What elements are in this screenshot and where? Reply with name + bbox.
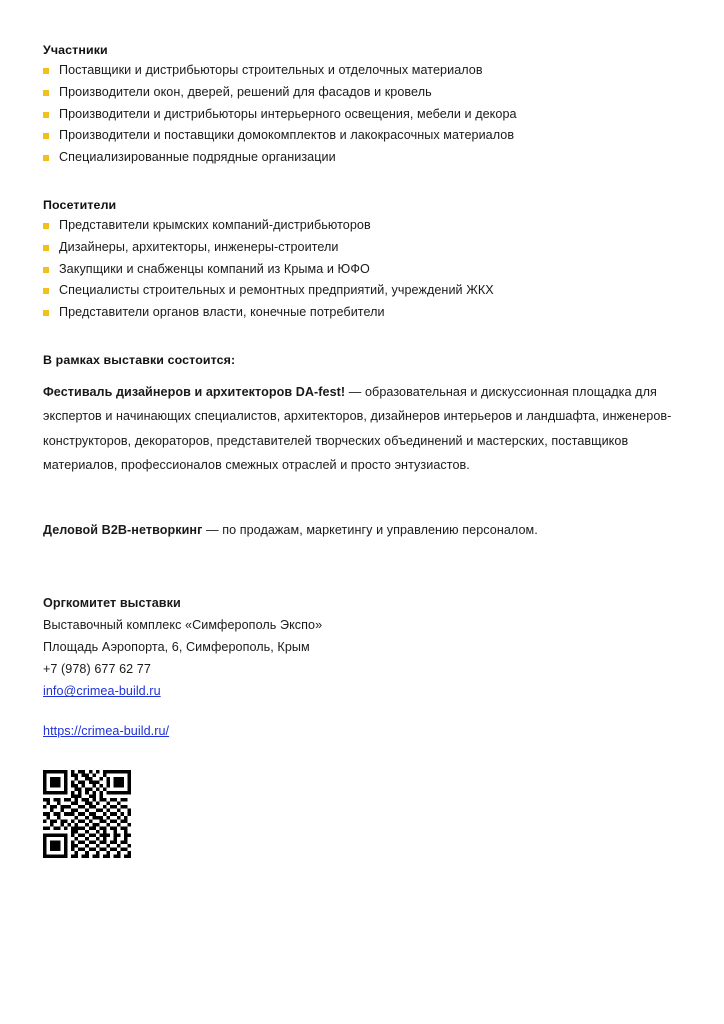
list-item bbox=[43, 147, 684, 169]
qr-code-block bbox=[43, 770, 131, 858]
organizer-phone[interactable]: +7 (978) 677 62 77 bbox=[43, 662, 151, 677]
festival-body: — образовательная и дискуссионная площадка для экспертов и начинающих специалистов, архитекторов, дизайнеров интерьеров и ландшафта, инженеров-конструкторов, декораторов, представителей творческих объединений и мастерских, поставщиков материалов, профессионалов смежных отраслей и просто энтузиастов. bbox=[43, 384, 672, 473]
list-item bbox=[43, 280, 684, 302]
list-item-text: Дизайнеры, архитекторы, инженеры-строители bbox=[59, 239, 339, 254]
list-item bbox=[43, 125, 684, 147]
bullet-square-icon bbox=[43, 112, 49, 118]
spacer bbox=[43, 370, 684, 380]
organizer-address: Площадь Аэропорта, 6, Симферополь, Крым bbox=[43, 640, 310, 655]
bullet-square-icon bbox=[43, 223, 49, 229]
email-link[interactable]: info@crimea-build.ru bbox=[43, 684, 161, 699]
networking-paragraph bbox=[43, 518, 684, 543]
networking-lead: Деловой B2B-нетворкинг bbox=[43, 522, 203, 537]
list-item-text: Представители крымских компаний-дистрибьюторов bbox=[59, 217, 371, 232]
organizer-venue: Выставочный комплекс «Симферополь Экспо» bbox=[43, 618, 323, 633]
list-item-text: Производители и дистрибьюторы интерьерного освещения, мебели и декора bbox=[59, 106, 517, 121]
qr-code-icon[interactable] bbox=[43, 770, 131, 858]
spacer bbox=[43, 478, 684, 518]
list-item bbox=[43, 302, 684, 324]
festival-lead: Фестиваль дизайнеров и архитекторов DA-fest! bbox=[43, 384, 346, 399]
spacer bbox=[43, 542, 684, 592]
list-item bbox=[43, 215, 684, 237]
bullet-square-icon bbox=[43, 310, 49, 316]
list-item-text: Производители окон, дверей, решений для фасадов и кровель bbox=[59, 84, 432, 99]
exhibitors-list bbox=[43, 60, 684, 169]
bullet-square-icon bbox=[43, 155, 49, 161]
list-item-text: Закупщики и снабженцы компаний из Крыма и ЮФО bbox=[59, 261, 370, 276]
list-item-text: Поставщики и дистрибьюторы строительных и отделочных материалов bbox=[59, 63, 483, 77]
list-item bbox=[43, 237, 684, 259]
programme-heading: В рамках выставки состоится: bbox=[43, 352, 236, 367]
networking-body: — по продажам, маркетингу и управлению персоналом. bbox=[202, 522, 538, 537]
bullet-square-icon bbox=[43, 267, 49, 273]
bullet-square-icon bbox=[43, 68, 49, 74]
list-item-text: Представители органов власти, конечные потребители bbox=[59, 305, 385, 320]
spacer bbox=[43, 324, 684, 350]
list-item-text: Специалисты строительных и ремонтных предприятий, учреждений ЖКХ bbox=[59, 283, 494, 298]
bullet-square-icon bbox=[43, 245, 49, 251]
visitors-list bbox=[43, 215, 684, 324]
spacer bbox=[43, 169, 684, 195]
list-item-text: Производители и поставщики домокомплектов и лакокрасочных материалов bbox=[59, 128, 515, 143]
list-item bbox=[43, 259, 684, 281]
website-link[interactable]: https://crimea-build.ru/ bbox=[43, 724, 170, 739]
bullet-square-icon bbox=[43, 288, 49, 294]
bullet-square-icon bbox=[43, 133, 49, 139]
list-item-text: Специализированные подрядные организации bbox=[59, 150, 336, 165]
festival-paragraph bbox=[43, 380, 684, 478]
bullet-square-icon bbox=[43, 90, 49, 96]
list-item bbox=[43, 104, 684, 126]
spacer bbox=[43, 702, 684, 720]
list-item bbox=[43, 60, 684, 82]
organizer-heading: Оргкомитет выставки bbox=[43, 596, 181, 611]
list-item bbox=[43, 82, 684, 104]
exhibitors-heading: Участники bbox=[43, 43, 108, 57]
visitors-heading: Посетители bbox=[43, 197, 117, 212]
